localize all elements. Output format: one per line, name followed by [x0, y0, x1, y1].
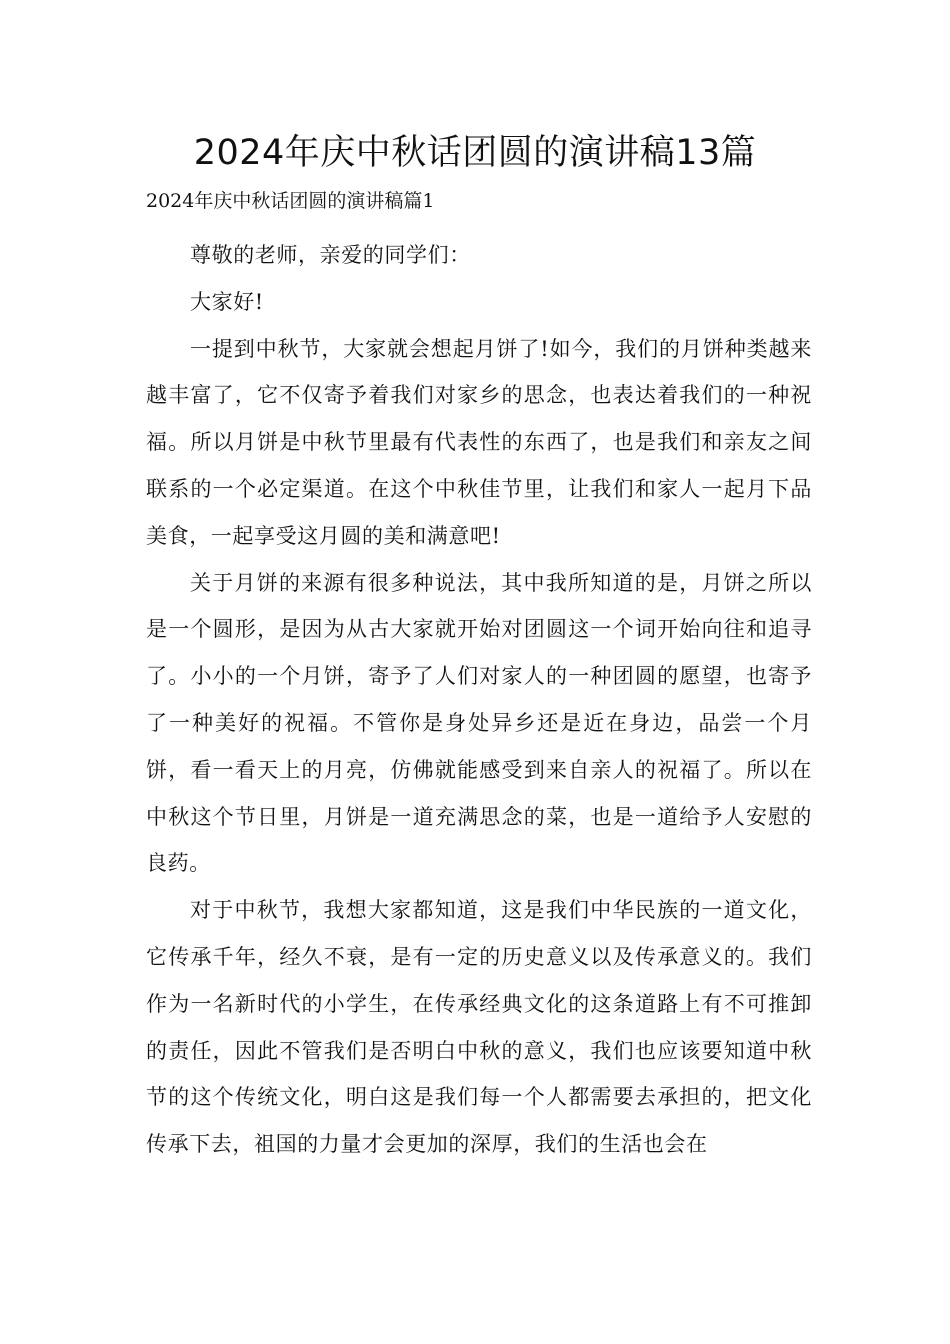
body-paragraph: 关于月饼的来源有很多种说法，其中我所知道的是，月饼之所以是一个圆形，是因为从古大家就开始对团圆这一个词开始向往和追寻了。小小的一个月饼，寄予了人们对家人的一种团圆的愿望，也寄予了一种美好的祝福。不管你是身处异乡还是近在身边，品尝一个月饼，看一看天上的月亮，仿佛就能感受到来自亲人的祝福了。所以在中秋这个节日里，月饼是一道充满思念的菜，也是一道给予人安慰的良药。 [146, 570, 812, 876]
body-paragraph: 对于中秋节，我想大家都知道，这是我们中华民族的一道文化，它传承千年，经久不衰，是有一定的历史意义以及传承意义的。我们作为一名新时代的小学生，在传承经典文化的这条道路上有不可推卸的责任，因此不管我们是否明白中秋的意义，我们也应该要知道中秋节的这个传统文化，明白这是我们每一个人都需要去承担的，把文化传承下去，祖国的力量才会更加的深厚，我们的生活也会在 [146, 898, 812, 1157]
document-body [146, 232, 812, 1168]
document-title: 2024年庆中秋话团圆的演讲稿13篇 [193, 133, 757, 173]
section-heading: 2024年庆中秋话团圆的演讲稿篇1 [146, 190, 435, 212]
salutation: 尊敬的老师，亲爱的同学们： [190, 243, 471, 267]
greeting: 大家好! [190, 289, 264, 314]
body-paragraph: 一提到中秋节，大家就会想起月饼了!如今，我们的月饼种类越来越丰富了，它不仅寄予着我们对家乡的思念，也表达着我们的一种祝福。所以月饼是中秋节里最有代表性的东西了，也是我们和亲友之间联系的一个必定渠道。在这个中秋佳节里，让我们和家人一起月下品美食，一起享受这月圆的美和满意吧! [146, 336, 812, 548]
